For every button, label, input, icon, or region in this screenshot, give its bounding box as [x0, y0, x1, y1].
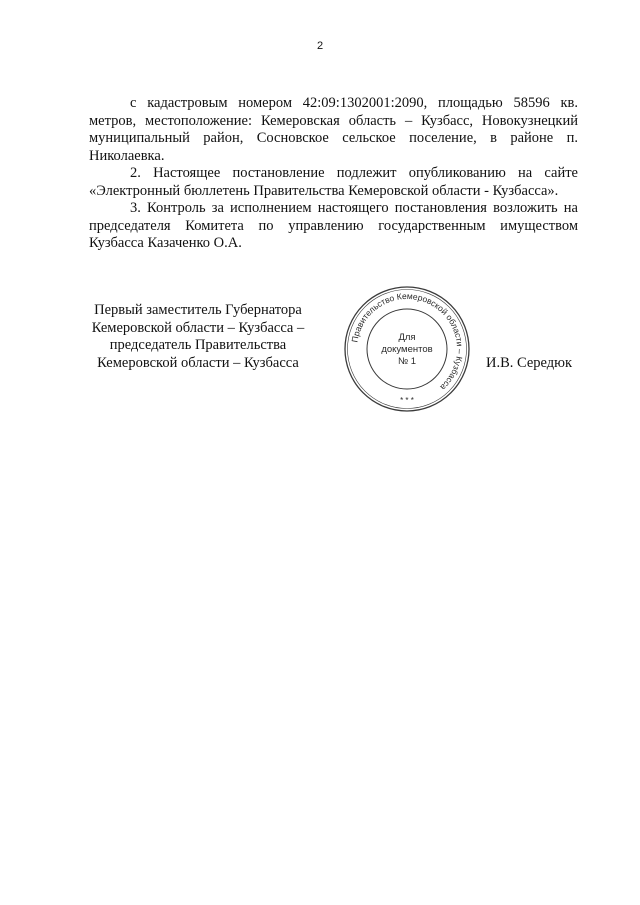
seal-ring-text: Правительство Кемеровской области – Кузбасса: [349, 290, 466, 393]
signatory-title-line-2: Кемеровской области – Кузбасса –: [91, 319, 305, 336]
signatory-title-line-1: Первый заместитель Губернатора: [94, 302, 302, 318]
seal-center-line-2: документов: [381, 344, 433, 355]
page-number: 2: [316, 40, 324, 52]
paragraph-1: с кадастровым номером 42:09:1302001:2090, площадью 58596 кв. метров, местоположение: Кемеровская область – Кузбасс, Новокузнецкий муниципальный район, Сосновское сельское поселение, в районе п. Николаевка.: [89, 95, 578, 164]
signatory-title-line-3: председатель Правительства: [109, 337, 287, 353]
official-seal: [342, 284, 472, 414]
paragraph-2: 2. Настоящее постановление подлежит опубликованию на сайте «Электронный бюллетень Правительства Кемеровской области - Кузбасса».: [89, 165, 578, 199]
signatory-name: И.В. Середюк: [486, 355, 573, 371]
seal-stars: * * *: [400, 396, 414, 405]
seal-center-line-3: № 1: [397, 356, 417, 367]
signatory-title: [78, 302, 318, 372]
paragraph-3: 3. Контроль за исполнением настоящего постановления возложить на председателя Комитета по управлению государственным имуществом Кузбасса Казаченко О.А.: [89, 200, 578, 251]
seal-center-line-1: Для: [398, 332, 416, 343]
signatory-title-line-4: Кемеровской области – Кузбасса: [97, 354, 299, 371]
document-body: [89, 95, 578, 253]
